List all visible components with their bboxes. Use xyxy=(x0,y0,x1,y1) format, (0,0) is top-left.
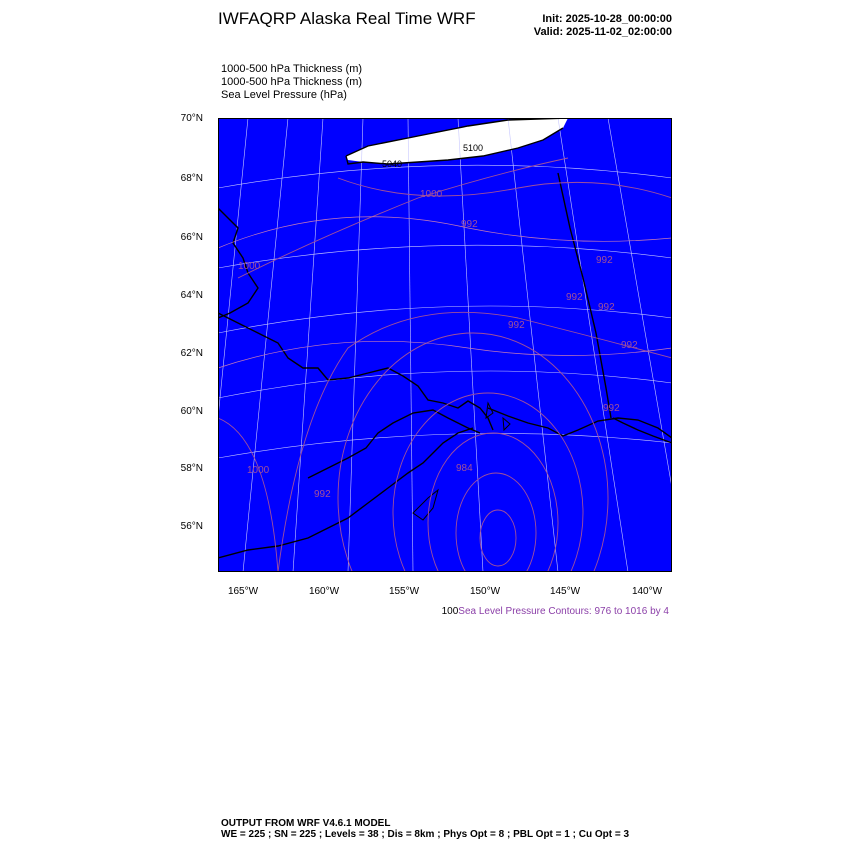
field-list xyxy=(221,63,362,102)
time-info xyxy=(534,13,672,39)
legend-number: 100 xyxy=(441,606,459,617)
model-footer xyxy=(221,818,629,840)
lat-label-68: 68°N xyxy=(180,173,203,184)
lon-label-165: 165°W xyxy=(227,586,259,597)
field-thickness-1: 1000-500 hPa Thickness (m) xyxy=(221,63,363,75)
lat-label-64: 64°N xyxy=(180,290,203,301)
lat-label-58: 58°N xyxy=(180,463,203,474)
lon-label-150: 150°W xyxy=(469,586,501,597)
legend-text: Sea Level Pressure Contours: 976 to 1016 by 4 xyxy=(458,606,669,617)
contour-label: 992 xyxy=(598,302,615,313)
footer-config: WE = 225 ; SN = 225 ; Levels = 38 ; Dis = 8km ; Phys Opt = 8 ; PBL Opt = 1 ; Cu Opt = 3 xyxy=(221,829,630,840)
lat-label-62: 62°N xyxy=(180,348,203,359)
contour-label: 992 xyxy=(603,403,620,414)
contour-label: 992 xyxy=(566,292,583,303)
contour-label: 992 xyxy=(621,340,638,351)
contour-label: 992 xyxy=(314,489,331,500)
contour-label: 1000 xyxy=(247,465,270,476)
footer-model: OUTPUT FROM WRF V4.6.1 MODEL xyxy=(221,818,391,829)
contour-label: 1000 xyxy=(420,189,443,200)
lon-label-140: 140°W xyxy=(631,586,663,597)
lon-label-155: 155°W xyxy=(388,586,420,597)
lat-label-70: 70°N xyxy=(180,113,203,124)
lon-label-160: 160°W xyxy=(308,586,340,597)
contour-label: 5100 xyxy=(463,143,484,153)
contour-label: 1000 xyxy=(238,261,261,272)
init-time: Init: 2025-10-28_00:00:00 xyxy=(542,13,672,25)
contour-label: 992 xyxy=(596,255,613,266)
lat-label-56: 56°N xyxy=(180,521,203,532)
lat-label-60: 60°N xyxy=(180,406,203,417)
wrf-map xyxy=(218,118,672,572)
valid-time: Valid: 2025-11-02_02:00:00 xyxy=(533,26,672,38)
contour-legend xyxy=(442,606,669,617)
contour-label: 5040 xyxy=(382,159,403,169)
lat-label-66: 66°N xyxy=(180,232,203,243)
field-slp: Sea Level Pressure (hPa) xyxy=(221,89,347,101)
contour-label: 992 xyxy=(508,320,525,331)
lon-label-145: 145°W xyxy=(549,586,581,597)
contour-label: 984 xyxy=(456,463,473,474)
contour-label: 992 xyxy=(461,219,478,230)
page-title: IWFAQRP Alaska Real Time WRF xyxy=(218,9,476,28)
field-thickness-2: 1000-500 hPa Thickness (m) xyxy=(221,76,363,88)
